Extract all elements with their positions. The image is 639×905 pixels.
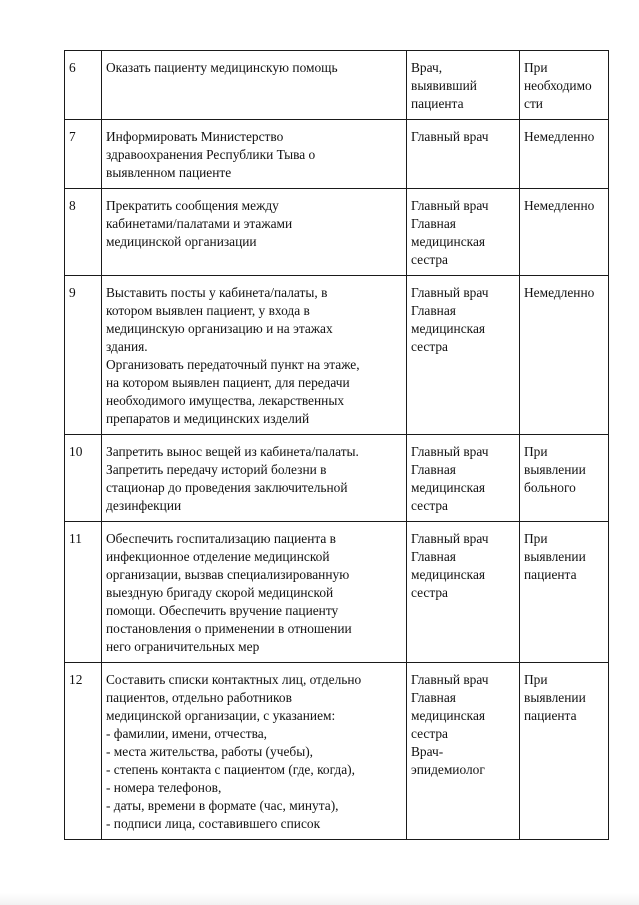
action-cell-line: - номера телефонов, [106, 780, 222, 795]
responsible-cell [407, 276, 520, 435]
timing-cell [520, 189, 609, 276]
action-cell-line: медицинскую организацию и на этажах [106, 321, 333, 336]
action-cell-line: помощи. Обеспечить вручение пациенту [106, 603, 339, 618]
responsible-cell-line: Главная [411, 462, 456, 477]
action-cell [102, 51, 407, 120]
action-plan-table [64, 50, 609, 840]
responsible-cell-line: Главный врач [411, 285, 489, 300]
responsible-cell-line: медицинская [411, 321, 486, 336]
responsible-cell-line: Главный врач [411, 672, 489, 687]
timing-cell-line: При [524, 531, 548, 546]
action-cell-line: препаратов и медицинских изделий [106, 411, 310, 426]
action-cell-line: постановления о применении в отношении [106, 621, 352, 636]
action-cell-line: кабинетами/палатами и этажами [106, 216, 293, 231]
action-cell-line: выездную бригаду скорой медицинской [106, 585, 334, 600]
responsible-cell-line: Главная [411, 549, 456, 564]
timing-cell-line: Немедленно [524, 198, 595, 213]
timing-cell [520, 522, 609, 663]
action-cell-line: Обеспечить госпитализацию пациента в [106, 531, 336, 546]
action-cell-line: Оказать пациенту медицинскую помощь [106, 60, 338, 75]
action-cell-line: Запретить вынос вещей из кабинета/палаты. [106, 444, 359, 459]
action-cell-line: стационар до проведения заключительной [106, 480, 348, 495]
action-cell-line: медицинской организации, с указанием: [106, 708, 336, 723]
responsible-cell-line: Главный врач [411, 444, 489, 459]
responsible-cell-line: Главный врач [411, 129, 489, 144]
row-number: 12 [65, 663, 102, 840]
action-cell-line: Организовать передаточный пункт на этаже, [106, 357, 360, 372]
action-cell-line: Информировать Министерство [106, 129, 284, 144]
responsible-cell-line: Врач- [411, 744, 444, 759]
action-cell [102, 435, 407, 522]
action-cell-line: Выставить посты у кабинета/палаты, в [106, 285, 328, 300]
timing-cell [520, 120, 609, 189]
responsible-cell [407, 120, 520, 189]
responsible-cell-line: Главная [411, 690, 456, 705]
timing-cell-line: выявлении [524, 462, 586, 477]
timing-cell-line: При [524, 60, 548, 75]
responsible-cell-line: пациента [411, 96, 464, 111]
timing-cell [520, 435, 609, 522]
responsible-cell-line: сестра [411, 585, 448, 600]
responsible-cell [407, 522, 520, 663]
responsible-cell [407, 51, 520, 120]
timing-cell-line: При [524, 444, 548, 459]
responsible-cell-line: Главный врач [411, 531, 489, 546]
row-number: 8 [65, 189, 102, 276]
action-cell-line: выявленном пациенте [106, 165, 232, 180]
action-cell-line: - места жительства, работы (учебы), [106, 744, 314, 759]
responsible-cell-line: медицинская [411, 567, 486, 582]
action-cell [102, 663, 407, 840]
responsible-cell-line: эпидемиолог [411, 762, 485, 777]
timing-cell [520, 663, 609, 840]
row-number: 11 [65, 522, 102, 663]
action-cell-line: здравоохранения Республики Тыва о [106, 147, 316, 162]
action-cell-line: - фамилии, имени, отчества, [106, 726, 268, 741]
responsible-cell-line: медицинская [411, 234, 486, 249]
scan-bottom-edge [0, 893, 639, 905]
responsible-cell-line: Главный врач [411, 198, 489, 213]
responsible-cell-line: медицинская [411, 708, 486, 723]
responsible-cell-line: выявивший [411, 78, 477, 93]
table-row [65, 663, 609, 840]
timing-cell-line: необходимо [524, 78, 592, 93]
timing-cell-line: Немедленно [524, 285, 595, 300]
action-cell-line: - степень контакта с пациентом (где, когда), [106, 762, 355, 777]
action-cell-line: - подписи лица, составившего список [106, 816, 321, 831]
responsible-cell [407, 663, 520, 840]
timing-cell-line: сти [524, 96, 543, 111]
responsible-cell-line: Главная [411, 216, 456, 231]
action-cell-line: Прекратить сообщения между [106, 198, 279, 213]
action-cell-line: котором выявлен пациент, у входа в [106, 303, 310, 318]
action-cell-line: необходимого имущества, лекарственных [106, 393, 345, 408]
responsible-cell-line: медицинская [411, 480, 486, 495]
timing-cell-line: пациента [524, 708, 577, 723]
table-body [65, 51, 609, 840]
responsible-cell-line: Главная [411, 303, 456, 318]
table-row [65, 522, 609, 663]
row-number: 7 [65, 120, 102, 189]
timing-cell-line: пациента [524, 567, 577, 582]
table-row [65, 51, 609, 120]
responsible-cell-line: сестра [411, 339, 448, 354]
table-row [65, 276, 609, 435]
row-number: 9 [65, 276, 102, 435]
responsible-cell-line: Врач, [411, 60, 443, 75]
action-cell-line: медицинской организации [106, 234, 257, 249]
table-row [65, 120, 609, 189]
row-number: 10 [65, 435, 102, 522]
timing-cell-line: больного [524, 480, 576, 495]
action-cell-line: Составить списки контактных лиц, отдельно [106, 672, 362, 687]
action-cell [102, 120, 407, 189]
responsible-cell-line: сестра [411, 726, 448, 741]
timing-cell-line: При [524, 672, 548, 687]
timing-cell-line: выявлении [524, 549, 586, 564]
action-cell-line: здания. [106, 339, 148, 354]
action-cell-line: на котором выявлен пациент, для передачи [106, 375, 350, 390]
action-cell-line: инфекционное отделение медицинской [106, 549, 330, 564]
row-number: 6 [65, 51, 102, 120]
action-cell-line: дезинфекции [106, 498, 182, 513]
responsible-cell-line: сестра [411, 252, 448, 267]
action-cell-line: пациентов, отдельно работников [106, 690, 292, 705]
responsible-cell [407, 189, 520, 276]
timing-cell-line: Немедленно [524, 129, 595, 144]
action-cell-line: организации, вызвав специализированную [106, 567, 350, 582]
action-cell [102, 522, 407, 663]
responsible-cell-line: сестра [411, 498, 448, 513]
action-cell-line: него ограничительных мер [106, 639, 260, 654]
action-cell [102, 276, 407, 435]
action-cell [102, 189, 407, 276]
timing-cell [520, 51, 609, 120]
responsible-cell [407, 435, 520, 522]
table-row [65, 435, 609, 522]
action-cell-line: - даты, времени в формате (час, минута), [106, 798, 339, 813]
table-row [65, 189, 609, 276]
timing-cell-line: выявлении [524, 690, 586, 705]
action-cell-line: Запретить передачу историй болезни в [106, 462, 327, 477]
timing-cell [520, 276, 609, 435]
